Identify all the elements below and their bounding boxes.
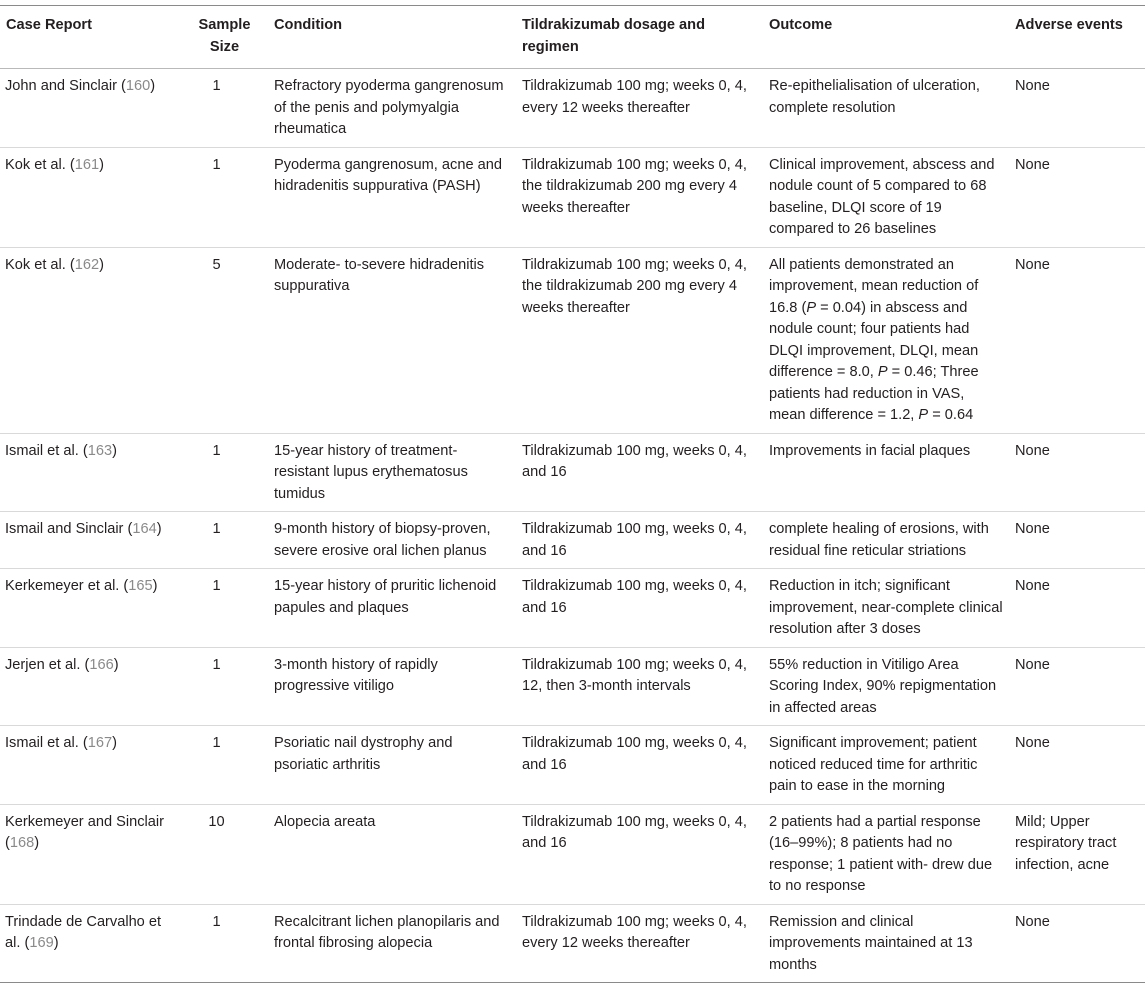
case-report-cell: John and Sinclair (160) (5, 78, 156, 94)
dosage-cell: Tildrakizumab 100 mg, weeks 0, 4, and 16 (522, 813, 747, 851)
header-dosage: Tildrakizumab dosage and regimen (522, 17, 706, 55)
table-row (0, 147, 1145, 247)
reference-link[interactable]: 166 (89, 656, 114, 673)
outcome-cell: Remission and clinical improvements maintained at 13 months (769, 913, 973, 973)
p-value-symbol: P (918, 407, 929, 423)
condition-cell: 3-month history of rapidly progressive vitiligo (274, 656, 438, 694)
sample-size-cell: 1 (212, 656, 221, 673)
outcome-text: = 0.04) in abscess and nodule count; four patients had DLQI improvement, DLQI, mean difference = 8.0, (769, 299, 979, 380)
dosage-cell: Tildrakizumab 100 mg; weeks 0, 4, 12, then 3-month intervals (522, 656, 747, 694)
reference-link[interactable]: 161 (74, 156, 100, 173)
header-outcome: Outcome (769, 17, 833, 33)
adverse-events-cell: None (1015, 521, 1050, 537)
outcome-cell: Improvements in facial plaques (769, 442, 971, 459)
author-text: Kerkemeyer et al. (5, 578, 120, 594)
dosage-cell: Tildrakizumab 100 mg, weeks 0, 4, and 16 (522, 521, 747, 559)
table-row (0, 726, 1145, 805)
table-header (0, 6, 1145, 69)
adverse-events-cell: None (1015, 735, 1050, 751)
header-adverse-events: Adverse events (1015, 17, 1123, 33)
dosage-cell: Tildrakizumab 100 mg, weeks 0, 4, and 16 (522, 442, 747, 480)
adverse-events-cell: None (1015, 256, 1050, 273)
condition-cell: 15-year history of pruritic lichenoid papules and plaques (274, 578, 497, 616)
table-row (0, 569, 1145, 648)
author-text: Kok et al. (5, 256, 66, 273)
dosage-cell: Tildrakizumab 100 mg; weeks 0, 4, every 12 weeks thereafter (522, 78, 747, 116)
reference-link[interactable]: 163 (87, 442, 113, 459)
condition-cell: Pyoderma gangrenosum, acne and hidradenitis suppurativa (PASH) (274, 156, 502, 194)
author-text: Kerkemeyer and Sinclair (5, 813, 164, 830)
reference-link[interactable]: 168 (9, 835, 35, 851)
case-report-cell: Kok et al. (162) (5, 256, 104, 273)
table-row (0, 69, 1145, 148)
table-row (0, 904, 1145, 983)
table-row (0, 804, 1145, 904)
outcome-text: All patients demonstrated an improvement, mean reduction of 16.8 ( (769, 256, 979, 316)
adverse-events-cell: None (1015, 578, 1050, 594)
adverse-events-cell: None (1015, 156, 1050, 173)
dosage-cell: Tildrakizumab 100 mg; weeks 0, 4, the tildrakizumab 200 mg every 4 weeks thereafter (522, 156, 747, 216)
header-row (0, 6, 1145, 69)
table-body (0, 69, 1145, 983)
header-sample-size: Sample Size (198, 17, 251, 55)
case-report-cell: Kok et al. (161) (5, 156, 104, 173)
case-report-table (0, 5, 1145, 983)
condition-cell: 9-month history of biopsy-proven, severe erosive oral lichen planus (274, 521, 491, 559)
table-row (0, 512, 1145, 569)
case-report-cell: Ismail et al. (163) (5, 442, 117, 459)
outcome-cell: complete healing of erosions, with residual fine reticular striations (769, 521, 989, 559)
sample-size-cell: 1 (212, 442, 221, 459)
outcome-cell: 55% reduction in Vitiligo Area Scoring Index, 90% repigmentation in affected areas (769, 656, 997, 716)
reference-link[interactable]: 169 (29, 935, 54, 951)
outcome-cell: Significant improvement; patient noticed reduced time for arthritic pain to ease in the morning (769, 735, 978, 794)
case-report-cell: Kerkemeyer et al. (165) (5, 578, 158, 594)
case-report-cell: Ismail and Sinclair (164) (5, 521, 162, 537)
dosage-cell: Tildrakizumab 100 mg, weeks 0, 4, and 16 (522, 578, 747, 616)
outcome-cell: Re-epithelialisation of ulceration, complete resolution (769, 78, 980, 116)
case-report-cell: Ismail et al. (167) (5, 735, 117, 751)
adverse-events-cell: None (1015, 913, 1050, 930)
outcome-text: = 0.64 (928, 407, 974, 423)
p-value-symbol: P (877, 364, 888, 380)
condition-cell: Alopecia areata (274, 813, 376, 830)
author-text: John and Sinclair (5, 78, 117, 94)
adverse-events-cell: Mild; Upper respiratory tract infection, acne (1015, 813, 1117, 873)
reference-link[interactable]: 162 (74, 256, 100, 273)
reference-link[interactable]: 167 (87, 735, 113, 751)
sample-size-cell: 1 (212, 78, 221, 94)
sample-size-cell: 1 (212, 578, 221, 594)
author-text: Kok et al. (5, 156, 66, 173)
p-value-symbol: P (806, 299, 817, 316)
table-row (0, 647, 1145, 726)
sample-size-cell: 1 (212, 521, 221, 537)
sample-size-cell: 1 (212, 156, 221, 173)
condition-cell: Psoriatic nail dystrophy and psoriatic arthritis (274, 735, 453, 773)
case-report-cell: Kerkemeyer and Sinclair (168) (5, 813, 164, 851)
author-text: Ismail et al. (5, 442, 79, 459)
dosage-cell: Tildrakizumab 100 mg; weeks 0, 4, every 12 weeks thereafter (522, 913, 747, 951)
author-text: Ismail and Sinclair (5, 521, 124, 537)
reference-link[interactable]: 164 (132, 521, 157, 537)
case-report-cell: Jerjen et al. (166) (5, 656, 119, 673)
header-condition: Condition (274, 17, 343, 33)
case-report-cell: Trindade de Carvalho et al. (169) (5, 913, 162, 951)
condition-cell: Recalcitrant lichen planopilaris and frontal fibrosing alopecia (274, 913, 500, 951)
condition-cell: Refractory pyoderma gangrenosum of the penis and polymyalgia rheumatica (274, 78, 504, 137)
outcome-cell: 2 patients had a partial response (16–99%); 8 patients had no response; 1 patient with- drew due to no response (769, 813, 993, 894)
reference-link[interactable]: 160 (125, 78, 151, 94)
author-text: Ismail et al. (5, 735, 79, 751)
table-row (0, 247, 1145, 433)
dosage-cell: Tildrakizumab 100 mg, weeks 0, 4, and 16 (522, 735, 747, 773)
sample-size-cell: 5 (212, 256, 221, 273)
table-row (0, 433, 1145, 512)
sample-size-cell: 1 (212, 735, 221, 751)
outcome-text: = 0.46; Three patients had reduction in VAS, mean difference = 1.2, (769, 364, 979, 423)
header-case-report: Case Report (6, 17, 92, 33)
adverse-events-cell: None (1015, 442, 1050, 459)
adverse-events-cell: None (1015, 656, 1050, 673)
sample-size-cell: 10 (208, 813, 225, 830)
author-text: Trindade de Carvalho et al. (5, 913, 162, 951)
outcome-cell: Clinical improvement, abscess and nodule count of 5 compared to 68 baseline, DLQI score of 19 compared to 26 baselines (769, 156, 995, 237)
adverse-events-cell: None (1015, 78, 1050, 94)
condition-cell: 15-year history of treatment-resistant lupus erythematosus tumidus (274, 442, 468, 502)
outcome-cell: Reduction in itch; significant improvement, near-complete clinical resolution after 3 doses (769, 578, 1003, 637)
reference-link[interactable]: 165 (128, 578, 153, 594)
author-text: Jerjen et al. (5, 656, 81, 673)
sample-size-cell: 1 (212, 913, 221, 930)
dosage-cell: Tildrakizumab 100 mg; weeks 0, 4, the tildrakizumab 200 mg every 4 weeks thereafter (522, 256, 747, 316)
outcome-cell (763, 247, 1009, 433)
condition-cell: Moderate- to-severe hidradenitis suppurativa (274, 256, 485, 294)
